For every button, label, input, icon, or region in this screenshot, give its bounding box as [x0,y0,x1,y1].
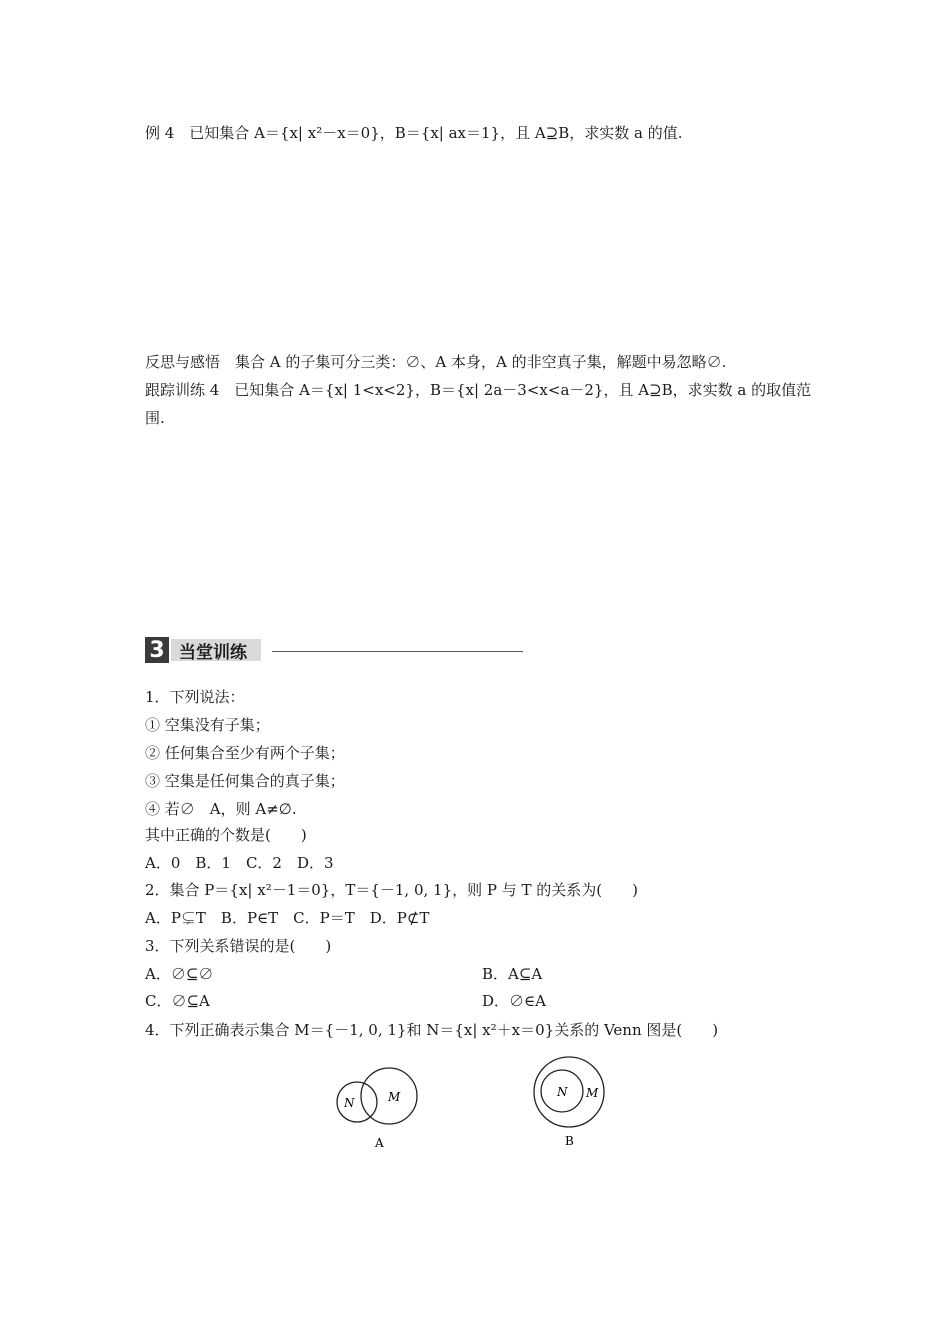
venn-a-label-m: M [388,1090,401,1104]
tracking-exercise-4-line1: 跟踪训练 4 已知集合 A＝{x| 1<x<2}，B＝{x| 2a－3<x<a－2}，且 A⊇B，求实数 a 的取值范 [145,381,812,399]
section-number: 3 [145,637,169,663]
example-4: 例 4 已知集合 A＝{x| x²－x＝0}，B＝{x| ax＝1}，且 A⊇B，求实数 a 的值. [145,124,683,142]
venn-a-caption: A [375,1136,384,1150]
q1-stem: 1．下列说法： [145,688,245,706]
venn-figures [320,1055,630,1155]
venn-b-caption: B [565,1134,574,1148]
q1-item-4: ④ 若∅ A，则 A≠∅. [145,800,297,818]
q1-item-1: ① 空集没有子集； [145,716,270,734]
q3-stem: 3．下列关系错误的是( ) [145,937,332,955]
section-header [145,637,261,663]
q2-options: A．P⊊T B．P∈T C．P＝T D．P⊄T [145,909,430,927]
venn-b-label-m: M [586,1086,599,1100]
q4-stem: 4．下列正确表示集合 M＝{－1, 0, 1}和 N＝{x| x²＋x＝0}关系的 Venn 图是( ) [145,1021,719,1039]
venn-a-circle-n [337,1082,377,1122]
q1-item-2: ② 任何集合至少有两个子集； [145,744,345,762]
venn-figure-b [534,1057,604,1148]
q1-ask: 其中正确的个数是( ) [145,826,307,844]
venn-b-label-n: N [557,1085,568,1099]
q3-option-c: C．∅⊆A [145,992,210,1010]
q3-option-a: A．∅⊆∅ [145,965,214,983]
reflection-note: 反思与感悟 集合 A 的子集可分三类：∅、A 本身，A 的非空真子集，解题中易忽略∅. [145,353,727,371]
section-rule [272,651,523,652]
section-title: 当堂训练 [171,639,261,661]
venn-figure-a [337,1068,417,1150]
q3-option-b: B．A⊆A [482,965,543,983]
venn-a-label-n: N [344,1096,355,1110]
q1-item-3: ③ 空集是任何集合的真子集； [145,772,345,790]
q1-options: A．0 B．1 C．2 D．3 [145,854,334,872]
q3-option-d: D．∅∈A [482,992,546,1010]
tracking-exercise-4-line2: 围. [145,409,165,427]
q2-stem: 2．集合 P＝{x| x²－1＝0}，T＝{－1, 0, 1}，则 P 与 T 的关系为( ) [145,881,639,899]
